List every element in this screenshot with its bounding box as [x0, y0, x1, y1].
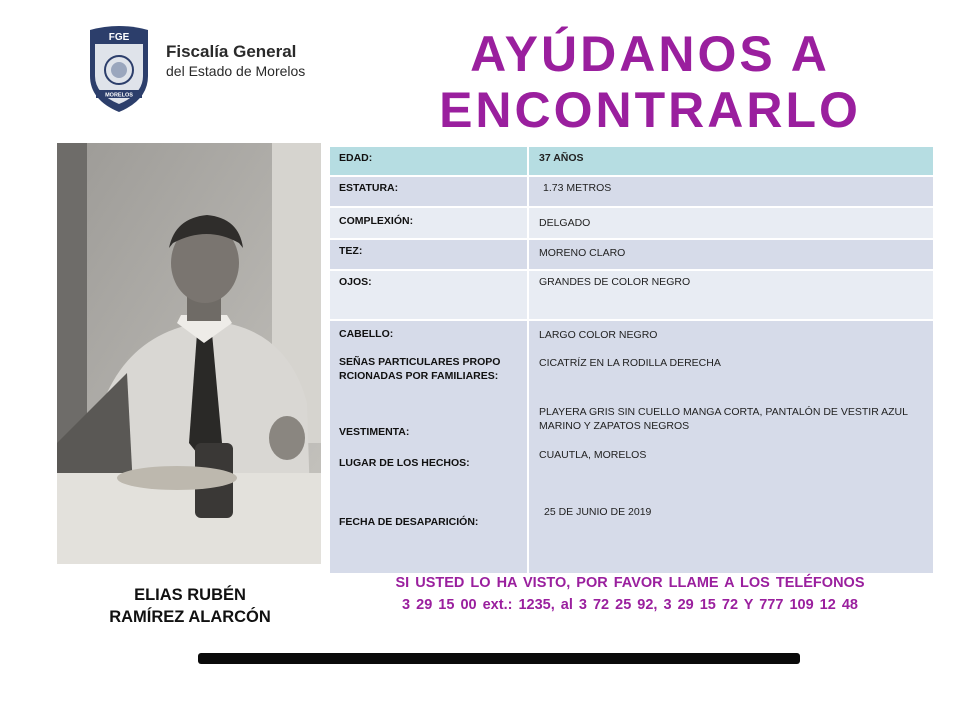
org-subtitle: del Estado de Morelos	[166, 63, 306, 79]
detail-label: ESTATURA:	[330, 177, 529, 206]
fge-logo	[86, 24, 326, 116]
detail-value: 1.73 METROS	[543, 182, 612, 194]
headline-line-2: ENCONTRARLO	[439, 82, 861, 138]
lugar-label: LUGAR DE LOS HECHOS:	[339, 457, 470, 469]
detail-label: COMPLEXIÓN:	[330, 208, 529, 238]
detail-value: 37 AÑOS	[539, 152, 584, 164]
fge-shield-icon	[86, 24, 152, 114]
details-block-values	[529, 321, 933, 573]
detail-value: DELGADO	[539, 217, 591, 229]
fecha-value: 25 DE JUNIO DE 2019	[544, 506, 652, 518]
senas-value: CICATRÍZ EN LA RODILLA DERECHA	[539, 357, 721, 369]
details-row-estatura	[330, 177, 933, 208]
details-table	[330, 147, 933, 575]
badge-text: FGE	[108, 32, 130, 43]
details-row-block	[330, 321, 933, 575]
fecha-label: FECHA DE DESAPARICIÓN:	[339, 516, 479, 528]
bottom-divider-bar	[198, 653, 800, 664]
portrait-photo-icon	[57, 143, 321, 564]
detail-value: GRANDES DE COLOR NEGRO	[539, 276, 691, 288]
headline-line-1: AYÚDANOS A	[470, 26, 830, 82]
details-block-labels	[330, 321, 529, 573]
detail-label: OJOS:	[330, 271, 529, 319]
headline	[380, 26, 920, 138]
vestimenta-label: VESTIMENTA:	[339, 426, 410, 438]
details-row-tez	[330, 240, 933, 271]
person-name-line-1: ELIAS RUBÉN	[134, 586, 246, 604]
badge-ribbon: MORELOS	[105, 92, 133, 99]
person-name-line-2: RAMÍREZ ALARCÓN	[109, 608, 271, 626]
cabello-label: CABELLO:	[339, 328, 394, 340]
detail-value: MORENO CLARO	[539, 247, 626, 259]
cta-line-1: SI USTED LO HA VISTO, POR FAVOR LLAME A LOS TELÉFONOS	[395, 575, 865, 591]
call-to-action	[330, 572, 930, 616]
person-name	[70, 584, 310, 628]
vestimenta-value: PLAYERA GRIS SIN CUELLO MANGA CORTA, PANTALÓN DE VESTIR AZUL MARINO Y ZAPATOS NEGROS	[539, 406, 908, 432]
senas-label: SEÑAS PARTICULARES PROPO RCIONADAS POR FAMILIARES:	[339, 356, 501, 382]
cta-phones: 3 29 15 00 ext.: 1235, al 3 72 25 92, 3 29 15 72 Y 777 109 12 48	[402, 597, 858, 613]
details-row-edad	[330, 147, 933, 177]
details-row-ojos	[330, 271, 933, 321]
lugar-value: CUAUTLA, MORELOS	[539, 449, 647, 461]
org-name: Fiscalía General	[166, 42, 297, 61]
details-row-complexion	[330, 208, 933, 240]
detail-label: TEZ:	[330, 240, 529, 269]
detail-label: EDAD:	[330, 147, 529, 175]
cabello-value: LARGO COLOR NEGRO	[539, 329, 658, 341]
org-title	[166, 42, 305, 80]
portrait-photo	[57, 143, 321, 564]
